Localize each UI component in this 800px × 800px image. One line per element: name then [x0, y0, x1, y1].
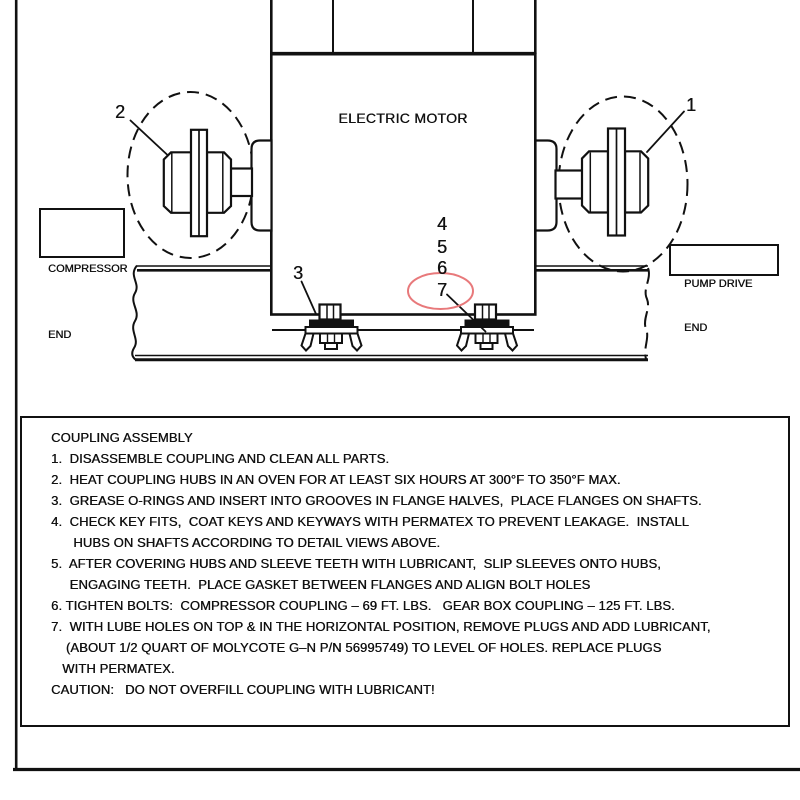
foot-plate — [309, 320, 354, 328]
note-line: 4. CHECK KEY FITS, COAT KEYS AND KEYWAYS WITH PERMATEX TO PREVENT LEAKAGE. INSTALL — [51, 514, 689, 529]
coupling-hub-inner — [582, 151, 608, 212]
compressor-end-label — [39, 208, 128, 341]
callout-6: 6 — [436, 258, 447, 278]
motor-endbell-right — [536, 141, 557, 231]
coupling-assembly-notes — [20, 416, 790, 727]
note-caution: CAUTION: DO NOT OVERFILL COUPLING WITH LUBRICANT! — [51, 682, 435, 697]
clamp-leg-right — [505, 334, 517, 351]
skid-break-line-left — [132, 266, 137, 361]
coupling-hub-outer — [164, 152, 191, 213]
leader-line-2 — [131, 121, 168, 156]
note-line: 1. DISASSEMBLE COUPLING AND CLEAN ALL PARTS. — [51, 451, 390, 466]
skid-break-line-right — [645, 268, 649, 359]
shaft-right — [556, 171, 583, 199]
coupling-left — [128, 92, 272, 258]
coupling-hub-outer — [625, 151, 648, 212]
callout-2: 2 — [114, 102, 125, 122]
pump-drive-line2: END — [684, 321, 708, 334]
electric-motor-outline — [270, 0, 537, 330]
callout-3: 3 — [292, 263, 303, 283]
callout-5: 5 — [436, 237, 447, 257]
note-line: 5. AFTER COVERING HUBS AND SLEEVE TEETH WITH LUBRICANT, SLIP SLEEVES ONTO HUBS, — [51, 556, 661, 571]
note-line: HUBS ON SHAFTS ACCORDING TO DETAIL VIEWS ABOVE. — [51, 535, 441, 550]
callout-7: 7 — [436, 280, 447, 300]
callout-4: 4 — [436, 214, 447, 234]
bolt-head — [320, 305, 341, 320]
note-line: 6. TIGHTEN BOLTS: COMPRESSOR COUPLING – 69 FT. LBS. GEAR BOX COUPLING – 125 FT. LBS. — [51, 598, 675, 613]
motor-body — [271, 54, 535, 315]
pump-drive-line1: PUMP DRIVE — [684, 278, 753, 290]
compressor-end-line1: COMPRESSOR — [48, 263, 128, 275]
foot-plate — [465, 320, 510, 328]
clamp-leg-left — [302, 334, 314, 351]
clamp-leg-right — [350, 334, 362, 351]
nut — [476, 334, 498, 344]
motor-label: ELECTRIC MOTOR — [338, 110, 468, 126]
motor-endbell-left — [252, 141, 272, 231]
coupling-right — [536, 97, 688, 272]
note-line: WITH PERMATEX. — [51, 661, 175, 676]
callout-1: 1 — [685, 95, 696, 115]
bolt-tip — [325, 343, 337, 349]
bolt-tip — [481, 343, 493, 349]
shaft-left — [231, 169, 253, 197]
compressor-end-line2: END — [48, 329, 72, 341]
note-line: 2. HEAT COUPLING HUBS IN AN OVEN FOR AT LEAST SIX HOURS AT 300°F TO 350°F MAX. — [51, 472, 621, 487]
note-line: 7. WITH LUBE HOLES ON TOP & IN THE HORIZONTAL POSITION, REMOVE PLUGS AND ADD LUBRICANT, — [51, 619, 711, 634]
bolt-head — [475, 305, 496, 320]
note-line: (ABOUT 1/2 QUART OF MOLYCOTE G–N P/N 56995749) TO LEVEL OF HOLES. REPLACE PLUGS — [51, 640, 662, 655]
note-line: 3. GREASE O-RINGS AND INSERT INTO GROOVES IN FLANGE HALVES, PLACE FLANGES ON SHAFTS. — [51, 493, 702, 508]
nut — [320, 334, 342, 344]
coupling-hub-inner — [207, 152, 231, 213]
note-line: ENGAGING TEETH. PLACE GASKET BETWEEN FLANGES AND ALIGN BOLT HOLES — [51, 577, 591, 592]
notes-title: COUPLING ASSEMBLY — [51, 430, 193, 445]
pump-drive-end-label — [669, 244, 779, 334]
clamp-leg-left — [457, 334, 469, 351]
